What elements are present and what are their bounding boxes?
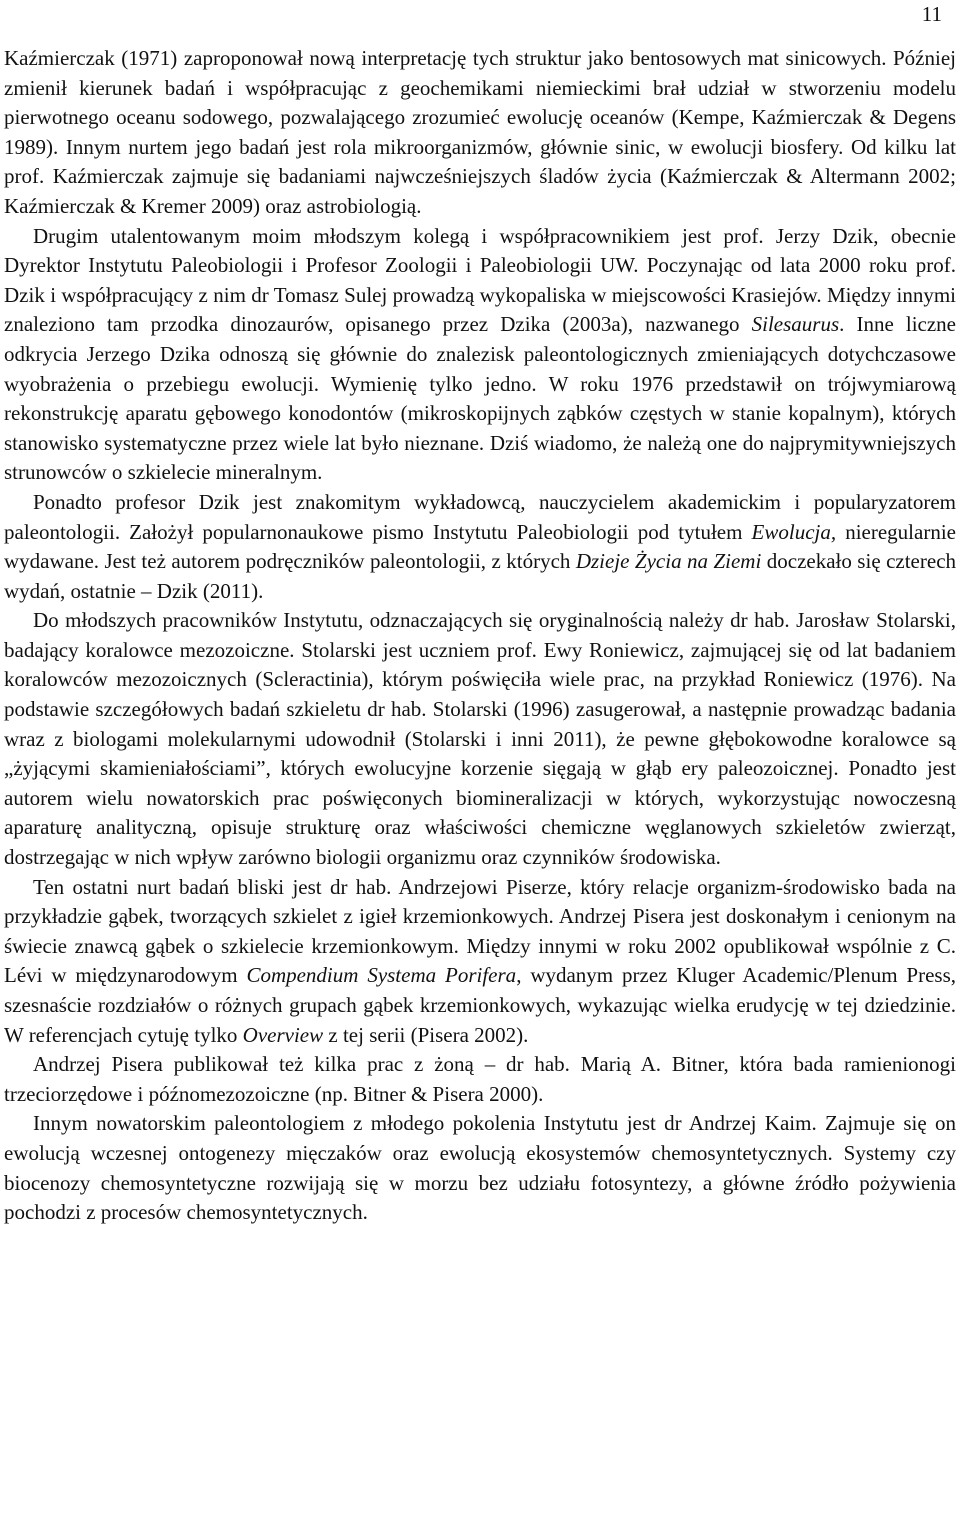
- text-segment: doczekało się czterech wydań, ostatnie – Dzik (2011).: [4, 549, 957, 603]
- text-segment: Kaźmierczak (1971) zaproponował nową interpretację tych struktur jako bentosowych mat sinicowych. Później zmienił kierunek badań i współpracując z geochemikami niemieckimi brał udział w stworzeniu modelu pierwotnego oceanu sodowego, pozwalającego zrozumieć ewolucję oceanów (Kempe, Kaźmierczak & Degens 1989). Innym nurtem jego badań jest rola mikroorganizmów, głównie sinic, w ewolucji biosfery. Od kilku lat prof. Kaźmierczak zajmuje się badaniami najwcześniejszych śladów życia (Kaźmierczak & Altermann 2002; Kaźmierczak & Kremer 2009) oraz astrobiologią.: [4, 46, 956, 218]
- paragraph-2: [4, 222, 956, 488]
- italic-term: Overview: [242, 1022, 324, 1047]
- italic-term: Dzieje Życia na Ziemi: [575, 549, 762, 574]
- text-segment: nieregularnie wydawane. Jest też autorem podręczników paleontologii, z których: [4, 519, 956, 574]
- text-segment: Innym nowatorskim paleontologiem z młodego pokolenia Instytutu jest dr Andrzej Kaim. Zajmuje się on ewolucją wczesnej ontogenezy mięczaków oraz ewolucją ekosystemów chemosyntetycznych. Systemy czy biocenozy chemosyntetyczne rozwijają się w morzu bez udziału fotosyntezy, a główne źródło pożywienia pochodzi z procesów chemosyntetycznych.: [4, 1111, 956, 1225]
- text-segment: Ten ostatni nurt badań bliski jest dr hab. Andrzejowi Piserze, który relacje organizm-środowisko bada na przykładzie gąbek, tworzących szkielet z igieł krzemionkowych. Andrzej Pisera jest doskonałym i cenionym na świecie znawcą gąbek o szkielecie krzemionkowym. Między innymi w roku 2002 opublikował wspólnie z C. Lévi w międzynarodowym: [4, 874, 956, 988]
- text-segment: Do młodszych pracowników Instytutu, odznaczających się oryginalnością należy dr hab. Jarosław Stolarski, badający koralowce mezozoiczne. Stolarski jest uczniem prof. Ewy Roniewicz, zajmującej się od lat badaniem koralowców mezozoicznych (Scleractinia), którym poświęciła wiele prac, na przykład Roniewicz (1976). Na podstawie szczegółowych badań szkieletu dr hab. Stolarski (1996) zasugerował, a następnie prowadząc badania wraz z biologami molekularnymi udowodnił (Stolarski i inni 2011), że pewne głębokowodne koralowce są „żyjącymi skamieniałościami”, których ewolucyjne korzenie sięgają w głąb ery paleozoicznej. Ponadto jest autorem wielu nowatorskich prac poświęconych biomineralizacji w których, wykorzystując nowoczesną aparaturę analityczną, opisuje strukturę oraz właściwości chemiczne węglanowych szkieletów zwierząt, dostrzegając w nich wpływ zarówno biologii organizmu oraz czynników środowiska.: [4, 608, 956, 870]
- paragraph-1: [4, 44, 956, 222]
- paragraph-6: [4, 1050, 956, 1109]
- document-body: [4, 44, 956, 1228]
- paragraph-7: [4, 1109, 956, 1227]
- text-segment: Andrzej Pisera publikował też kilka prac z żoną – dr hab. Marią A. Bitner, która bada ramienionogi trzeciorzędowe i późnomezozoiczne (np. Bitner & Pisera 2000).: [4, 1052, 956, 1106]
- italic-term: Silesaurus: [751, 312, 840, 337]
- paragraph-4: [4, 606, 956, 872]
- italic-term: Ewolucja,: [751, 519, 837, 544]
- italic-term: Compendium Systema Porifera: [246, 963, 517, 988]
- text-segment: z tej serii (Pisera 2002).: [323, 1022, 529, 1047]
- paragraph-3: [4, 488, 956, 606]
- text-segment: , wydanym przez Kluger Academic/Plenum Press, szesnaście rozdziałów o różnych grupach gąbek krzemionkowych, wykazując wielka erudycję w tej dziedzinie. W referencjach cytuję tylko: [4, 963, 957, 1047]
- page-number: 11: [921, 2, 942, 26]
- paragraph-5: [4, 873, 956, 1051]
- text-segment: Drugim utalentowanym moim młodszym kolegą i współpracownikiem jest prof. Jerzy Dzik, obecnie Dyrektor Instytutu Paleobiologii i Profesor Zoologii i Paleobiologii UW. Poczynając od lata 2000 roku prof. Dzik i współpracujący z nim dr Tomasz Sulej prowadzą wykopaliska w miejscowości Krasiejów. Między innymi znaleziono tam przodka dinozaurów, opisanego przez Dzika (2003a), nazwanego: [4, 223, 956, 337]
- text-segment: Ponadto profesor Dzik jest znakomitym wykładowcą, nauczycielem akademickim i popularyzatorem paleontologii. Założył popularnonaukowe pismo Instytutu Paleobiologii pod tytułem: [4, 489, 956, 544]
- text-segment: . Inne liczne odkrycia Jerzego Dzika odnoszą się głównie do znalezisk paleontologicznych zmieniających dotychczasowe wyobrażenia o przebiegu ewolucji. Wymienię tylko jedno. W roku 1976 przedstawił on trójwymiarową rekonstrukcję aparatu gębowego konodontów (mikroskopijnych ząbków częstych w stanie kopalnym), których stanowisko systematyczne przez wiele lat było nieznane. Dziś wiadomo, że należą one do najprymitywniejszych strunowców o szkielecie mineralnym.: [4, 312, 956, 485]
